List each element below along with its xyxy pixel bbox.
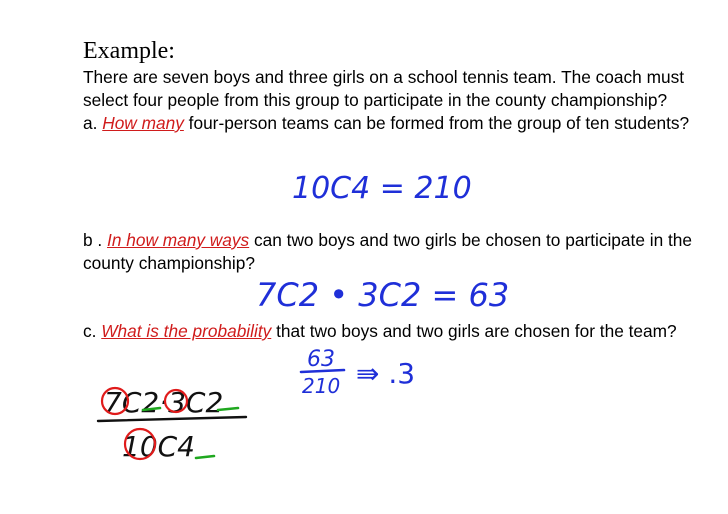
part-b-keyword: In how many ways xyxy=(107,230,250,250)
handwritten-answer-a xyxy=(292,171,472,206)
part-a-keyword: How many xyxy=(102,113,184,133)
svg-text:10C4 = 210: 10C4 = 210 xyxy=(292,171,472,206)
handwritten-answer-b xyxy=(256,276,509,314)
svg-text:7C2 • 3C2 = 63: 7C2 • 3C2 = 63 xyxy=(256,276,510,314)
part-b-text: can two boys and two girls be chosen to participate in the county championship? xyxy=(83,230,693,273)
svg-text:7C2·3C2: 7C2·3C2 xyxy=(104,386,224,419)
part-c-text: that two boys and two girls are chosen for the team? xyxy=(271,321,677,341)
svg-text:10C4: 10C4 xyxy=(122,430,195,463)
handwritten-work-c xyxy=(98,386,246,463)
part-a-prefix: a. xyxy=(83,113,103,133)
svg-text:210: 210 xyxy=(302,374,341,398)
slide-title: Example: xyxy=(83,38,175,64)
part-c-keyword: What is the probability xyxy=(101,321,272,341)
green-underline-4 xyxy=(196,456,214,458)
part-a-text: four-person teams can be formed from the group of ten students? xyxy=(183,113,690,133)
handwritten-fraction-c xyxy=(301,347,415,398)
problem-text: There are seven boys and three girls on a school tennis team. The coach must select four people from this group to participate in the county championship? xyxy=(83,67,685,110)
svg-text:⇛ .3: ⇛ .3 xyxy=(356,357,416,390)
svg-text:63: 63 xyxy=(307,347,335,372)
part-c-prefix: c. xyxy=(83,321,102,341)
part-b-prefix: b . xyxy=(83,230,108,250)
